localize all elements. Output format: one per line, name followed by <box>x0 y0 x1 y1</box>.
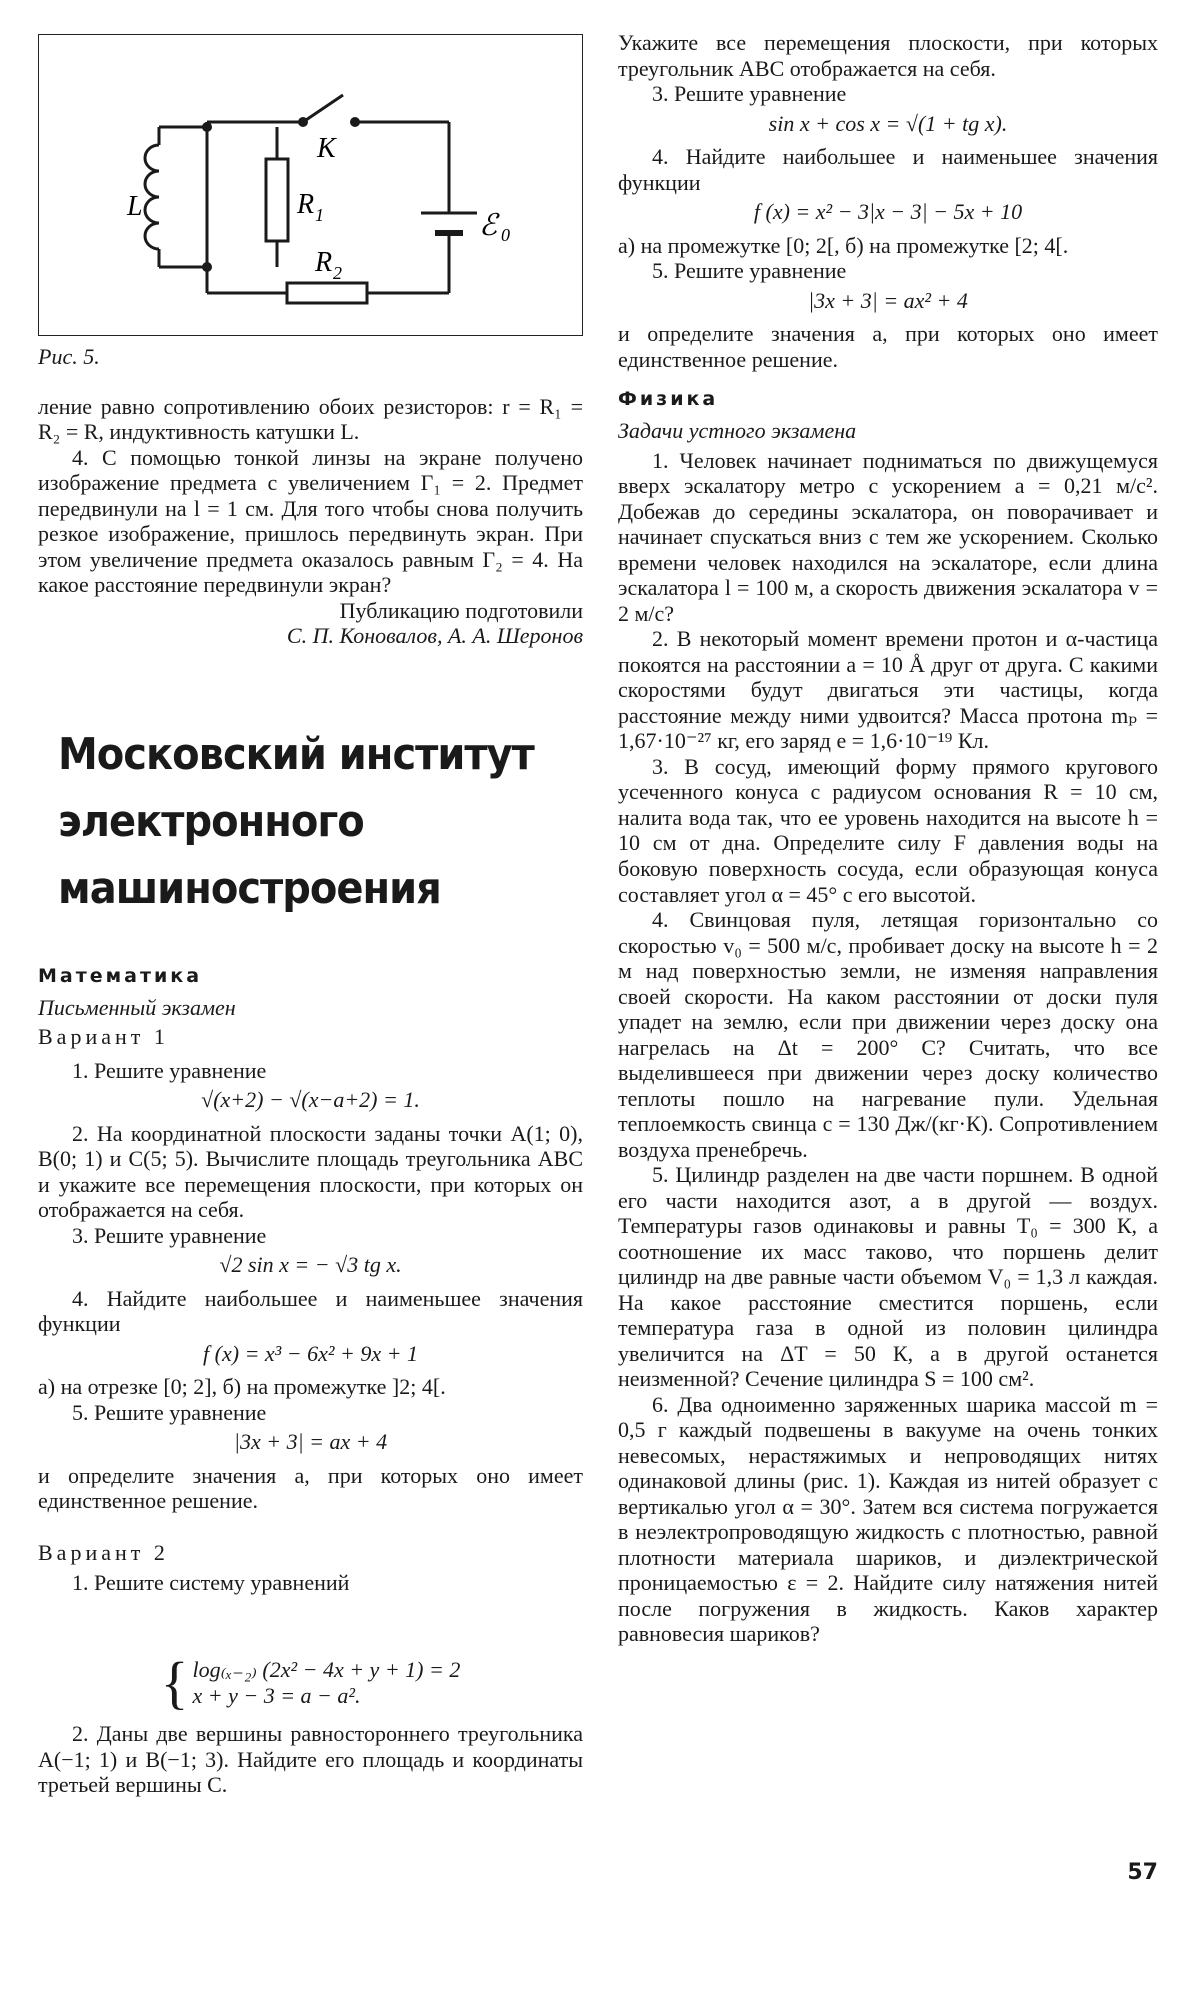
v2-problem-2-continuation: Укажите все перемещения плоскости, при которых треугольник ABC отображается на себя. <box>618 30 1158 81</box>
title-line-1: Московский институт <box>58 729 534 780</box>
v1-problem-4: 4. Найдите наибольшее и наименьшее значения функции <box>38 1285 583 1337</box>
physics-problem-5: 5. Цилиндр разделен на две части поршнем. В одной его части находится азот, а в другой — воздух. Температуры газов одинаковы и равны T₀ = 300 К, а соотношение их масс таково, что поршень делит цилиндр на две равные части объемом V₀ = 1,3 л каждая. На какое расстояние сместится поршень, если температура газа в одной из половин цилиндра увеличится на ΔT = 50 К, а в другой останется неизменной? Сечение цилиндра S = 100 см². <box>618 1162 1158 1392</box>
variant-1-heading: Вариант 1 <box>38 1024 169 1050</box>
v1-problem-5-tail: и определите значения a, при которых оно имеет единственное решение. <box>38 1462 583 1514</box>
title-line-2: электронного <box>58 796 364 847</box>
system-brace: { <box>160 1650 189 1716</box>
problem-4-lens: 4. С помощью тонкой линзы на экране получено изображение предмета с увеличением Γ₁ = 2. Предмет передвинули на l = 1 см. Для того чтобы снова получить резкое изображение, пришлось передвинуть экран. При этом увеличение предмета оказалось равным Γ₂ = 4. На какое расстояние передвинули экран? <box>38 444 583 598</box>
v1-equation-1: √(x+2) − √(x−a+2) = 1. <box>201 1087 420 1113</box>
page-number: 57 <box>1127 1860 1158 1885</box>
left-column <box>38 0 583 1798</box>
v1-problem-5: 5. Решите уравнение <box>72 1399 267 1425</box>
v2-equation-4: f (x) = x² − 3|x − 3| − 5x + 10 <box>753 199 1023 225</box>
authors: С. П. Коновалов, А. А. Шеронов <box>286 623 583 649</box>
r2-label: R <box>315 247 333 278</box>
paragraph-continuation: ление равно сопротивлению обоих резисторов: r = R₁ = R₂ = R, индуктивность катушки L. <box>38 393 583 445</box>
figure-caption: Рис. 5. <box>38 344 100 369</box>
v2-equation-5: |3x + 3| = ax² + 4 <box>808 287 968 313</box>
variant-2-heading: Вариант 2 <box>38 1539 169 1565</box>
v1-problem-3: 3. Решите уравнение <box>72 1222 267 1248</box>
r2-subscript: 2 <box>333 263 342 283</box>
r1-subscript: 1 <box>315 205 324 225</box>
v1-problem-4-parts: а) на отрезке [0; 2], б) на промежутке ]2; 4[. <box>38 1374 446 1400</box>
equation-system <box>38 1650 583 1716</box>
v1-equation-3: √2 sin x = − √3 tg x. <box>219 1252 402 1278</box>
v2-problem-4: 4. Найдите наибольшее и наименьшее значения функции <box>618 144 1158 195</box>
prepared-by: Публикацию подготовили <box>339 597 583 623</box>
v2-problem-1: 1. Решите систему уравнений <box>72 1569 350 1595</box>
v2-problem-3: 3. Решите уравнение <box>652 81 847 107</box>
v2-problem-4-parts: а) на промежутке [0; 2[, б) на промежутке [2; 4[. <box>618 232 1069 258</box>
circuit-figure <box>38 34 583 336</box>
system-equation-1: log₍ₓ₋₂₎ (2x² − 4x + y + 1) = 2 <box>192 1657 461 1683</box>
physics-heading: Физика <box>618 388 719 411</box>
switch-label: K <box>317 133 336 164</box>
v2-problem-5: 5. Решите уравнение <box>652 258 847 284</box>
math-heading: Математика <box>38 964 203 987</box>
physics-problem-1: 1. Человек начинает подниматься по движущемуся вверх эскалатору метро с ускорением a = 0,21 м/с². Добежав до середины эскалатора, он поворачивает и начинает спускаться вниз с тем же ускорением. Сколько времени человек находился на эскалаторе, если длина эскалатора l = 100 м, а скорость движения эскалатора v = 2 м/с? <box>618 447 1158 626</box>
r1-label: R <box>297 189 315 220</box>
v2-problem-5-tail: и определите значения a, при которых оно имеет единственное решение. <box>618 321 1158 372</box>
circuit-diagram <box>39 35 584 337</box>
v1-equation-4: f (x) = x³ − 6x² + 9x + 1 <box>203 1340 418 1366</box>
v2-equation-3: sin x + cos x = √(1 + tg x). <box>768 110 1008 136</box>
physics-problem-2: 2. В некоторый момент времени протон и α-частица покоятся на расстоянии a = 10 Å друг от друга. С какими скоростями будут двигаться эти частицы, когда расстояние между ними удвоится? Масса протона mₚ = 1,67·10⁻²⁷ кг, его заряд e = 1,6·10⁻¹⁹ Кл. <box>618 626 1158 754</box>
v1-problem-2: 2. На координатной плоскости заданы точки A(1; 0), B(0; 1) и C(5; 5). Вычислите площадь треугольника ABC и укажите все перемещения плоскости, при которых он отображается на себя. <box>38 1120 583 1223</box>
oral-exam-heading: Задачи устного экзамена <box>618 418 857 444</box>
v1-problem-1: 1. Решите уравнение <box>72 1057 267 1083</box>
physics-problem-4: 4. Свинцовая пуля, летящая горизонтально со скоростью v₀ = 500 м/с, пробивает доску на высоте h = 2 м над поверхностью земли, не изменяя направления своей скорости. На каком расстоянии от доски пуля упадет на землю, если при движении через доску она нагрелась на Δt = 200° С? Считать, что все выделившееся при движении через доску количество теплоты пошло на нагревание пули. Удельная теплоемкость свинца c = 130 Дж/(кг·К). Сопротивлением воздуха пренебречь. <box>618 907 1158 1162</box>
right-column <box>618 0 1158 1647</box>
physics-problem-3: 3. В сосуд, имеющий форму прямого кругового усеченного конуса с радиусом основания R = 10 см, налита вода так, что ее уровень находится на высоте h = 10 см от дна. Определите силу F давления воды на боковую поверхность сосуда, если образующая конуса составляет угол α = 45° с его высотой. <box>618 753 1158 907</box>
v1-equation-5: |3x + 3| = ax + 4 <box>233 1429 388 1455</box>
emf-subscript: 0 <box>501 225 510 245</box>
physics-problem-6: 6. Два одноименно заряженных шарика массой m = 0,5 г каждый подвешены в вакууме на очень тонких невесомых, нерастяжимых и непроводящих нитях одинаковой длины (рис. 1). Каждая из нитей образует с вертикалью угол α = 30°. Затем вся система погружается в неэлектропроводящую жидкость с плотностью, равной плотности материала шариков, и диэлектрической проницаемостью ε = 2. Найдите силу натяжения нитей после погружения в жидкость. Каков характер равновесия шариков? <box>618 1391 1158 1647</box>
section-title <box>58 721 583 922</box>
title-line-3: машиностроения <box>58 863 441 914</box>
v2-problem-2: 2. Даны две вершины равностороннего треугольника A(−1; 1) и B(−1; 3). Найдите его площадь и координаты третьей вершины C. <box>38 1721 583 1798</box>
emf-label: ℰ <box>479 209 498 242</box>
written-exam-heading: Письменный экзамен <box>38 994 236 1020</box>
system-equation-2: x + y − 3 = a − a². <box>192 1683 361 1709</box>
inductor-label: L <box>127 191 143 222</box>
